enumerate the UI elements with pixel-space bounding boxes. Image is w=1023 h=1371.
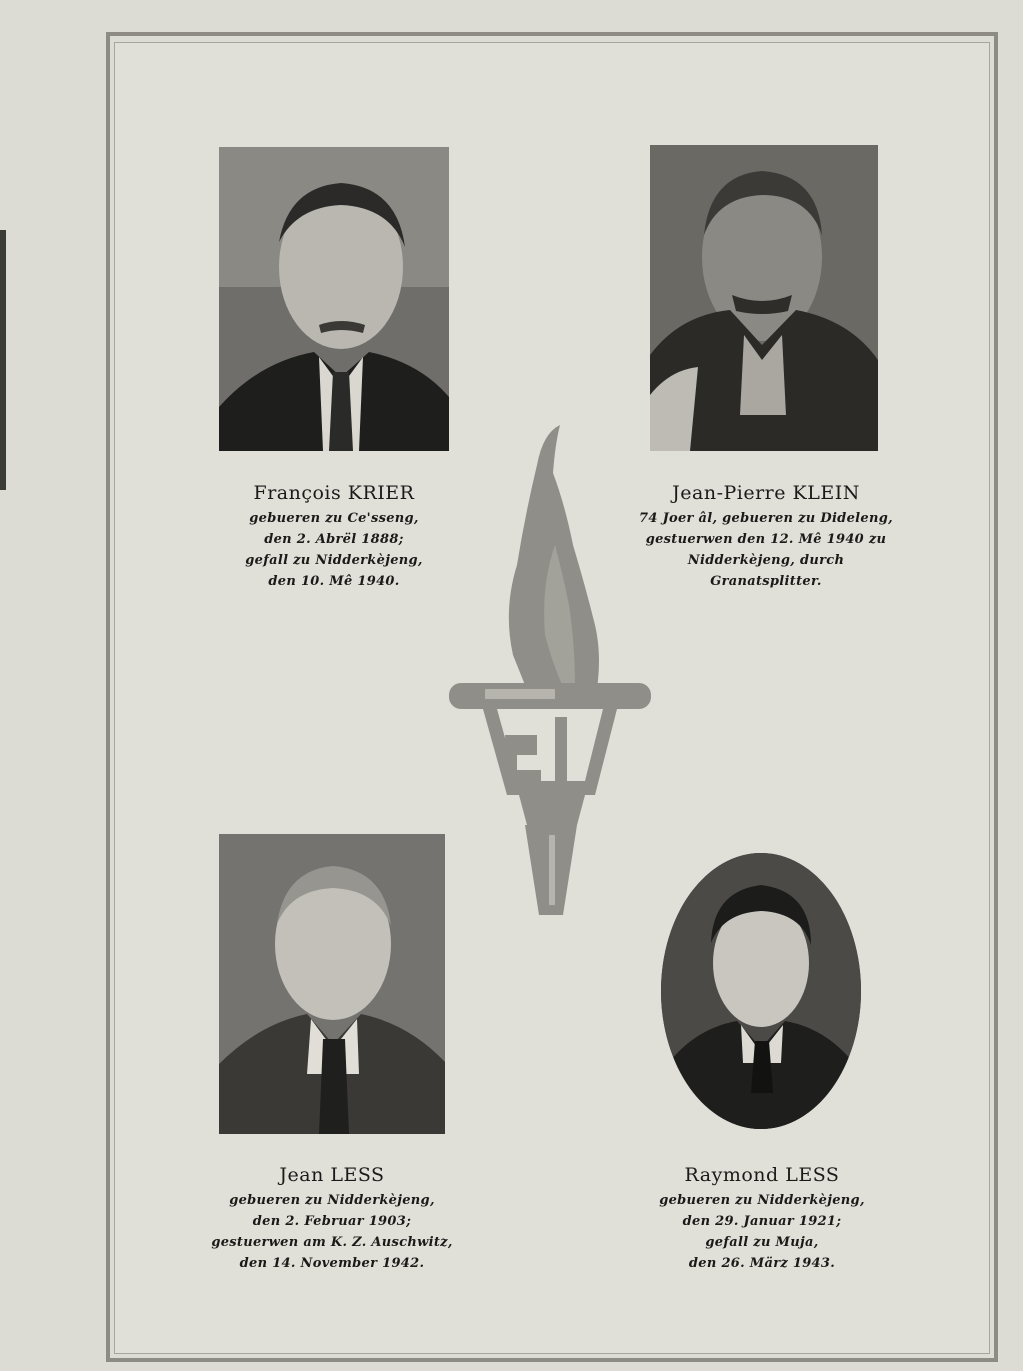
portrait-photo-krier xyxy=(219,147,449,451)
bio-line: gestuerwen am K. Z. Auschwitz, xyxy=(211,1235,453,1250)
person-name: Raymond LESS xyxy=(684,1164,840,1186)
person-name: Jean LESS xyxy=(279,1164,385,1186)
bio-line: gefall zu Muja, xyxy=(705,1235,819,1250)
bio-line: gebueren zu Ce'sseng, xyxy=(249,511,419,526)
torch-icon xyxy=(445,425,655,920)
bio-line: Granatsplitter. xyxy=(710,574,822,589)
bio-line: Nidderkèjeng, durch xyxy=(687,553,845,568)
portrait-photo-raymond-less xyxy=(661,853,861,1129)
portrait-photo-jean-less xyxy=(219,834,445,1134)
bio-line: gestuerwen den 12. Mê 1940 zu xyxy=(645,532,887,547)
person-name: François KRIER xyxy=(253,482,415,504)
bio-line: gefall zu Nidderkèjeng, xyxy=(245,553,423,568)
bio-line: den 2. Abrël 1888; xyxy=(264,532,404,547)
bio-line: gebueren zu Nidderkèjeng, xyxy=(229,1193,435,1208)
bio-line: den 14. November 1942. xyxy=(239,1256,425,1271)
person-name: Jean-Pierre KLEIN xyxy=(672,482,860,504)
caption-raymond-less xyxy=(612,1162,912,1274)
bio-line: gebueren zu Nidderkèjeng, xyxy=(659,1193,865,1208)
caption-krier xyxy=(184,480,484,592)
bio-line: den 2. Februar 1903; xyxy=(252,1214,412,1229)
caption-jean-less xyxy=(172,1162,492,1274)
bio-line: den 26. März 1943. xyxy=(688,1256,836,1271)
page-edge-shadow xyxy=(0,230,6,490)
bio-line: den 10. Mê 1940. xyxy=(268,574,400,589)
bio-line: 74 Joer âl, gebueren zu Dideleng, xyxy=(639,511,893,526)
portrait-photo-klein xyxy=(650,145,878,451)
bio-line: den 29. Januar 1921; xyxy=(682,1214,842,1229)
